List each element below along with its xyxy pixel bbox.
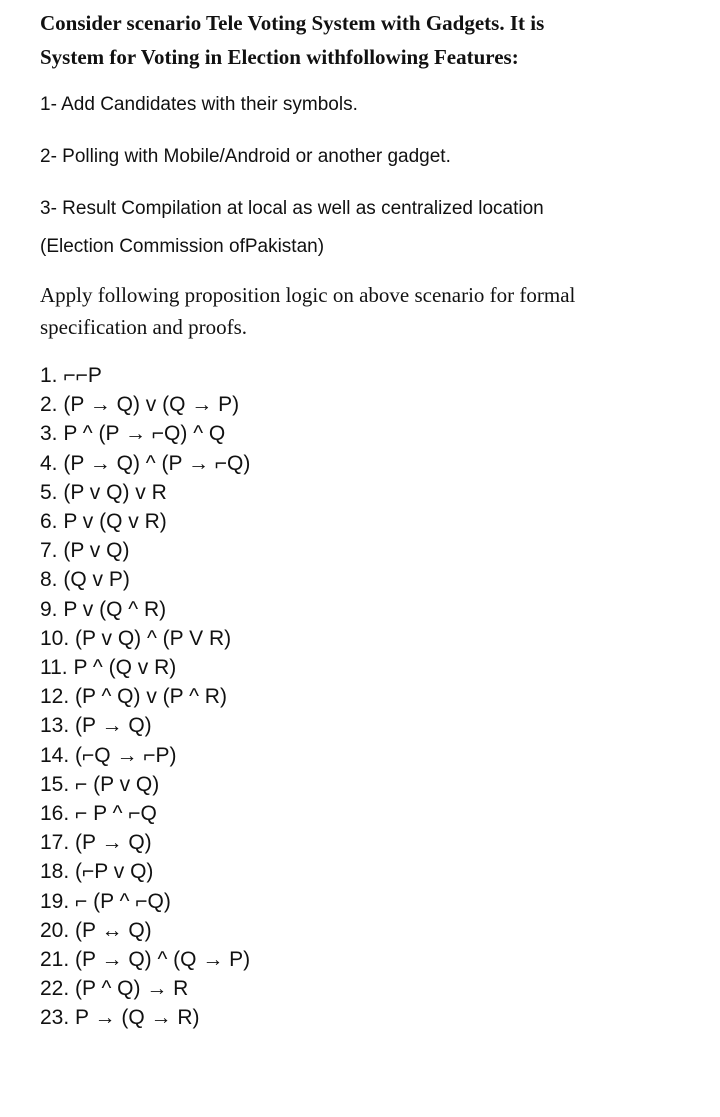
heading-line-1: Consider scenario Tele Voting System with Gadgets. It is [40, 11, 545, 35]
proposition-item: 1. ⌐⌐P [40, 364, 102, 387]
document-heading [40, 6, 700, 74]
proposition-item: 23. P → (Q → R) [40, 1006, 200, 1030]
proposition-item: 10. (P v Q) ^ (P V R) [40, 626, 232, 650]
proposition-item: 14. (⌐Q → ⌐P) [40, 743, 177, 767]
heading-line-2: System for Voting in Election withfollowing Features: [40, 45, 519, 69]
proposition-list [40, 361, 700, 1033]
apply-instruction [40, 279, 700, 343]
proposition-item: 18. (⌐P v Q) [40, 860, 154, 884]
proposition-item: 21. (P → Q) ^ (Q → P) [40, 948, 251, 972]
proposition-item: 16. ⌐ P ^ ⌐Q [40, 802, 157, 826]
document-page [40, 0, 700, 1033]
proposition-item: 12. (P ^ Q) v (P ^ R) [40, 685, 227, 709]
proposition-item: 15. ⌐ (P v Q) [40, 772, 160, 796]
feature-3-continued: (Election Commission ofPakistan) [40, 236, 325, 257]
proposition-item: 13. (P → Q) [40, 714, 152, 738]
proposition-item: 9. P v (Q ^ R) [40, 597, 167, 621]
proposition-item: 8. (Q v P) [40, 568, 130, 592]
proposition-item: 22. (P ^ Q) → R [40, 977, 189, 1001]
proposition-item: 5. (P v Q) v R [40, 480, 167, 504]
apply-line-1: Apply following proposition logic on above scenario for formal [40, 283, 576, 307]
proposition-item: 4. (P → Q) ^ (P → ⌐Q) [40, 451, 251, 475]
feature-1: 1- Add Candidates with their symbols. [40, 94, 358, 115]
feature-2: 2- Polling with Mobile/Android or another gadget. [40, 146, 451, 167]
feature-3: 3- Result Compilation at local as well as centralized location [40, 198, 544, 219]
apply-line-2: specification and proofs. [40, 315, 248, 339]
proposition-item: 20. (P ↔ Q) [40, 918, 152, 942]
proposition-item: 17. (P → Q) [40, 831, 152, 855]
proposition-item: 6. P v (Q v R) [40, 510, 167, 534]
proposition-item: 2. (P → Q) v (Q → P) [40, 393, 240, 417]
proposition-item: 7. (P v Q) [40, 539, 130, 563]
proposition-item: 11. P ^ (Q v R) [40, 656, 177, 680]
proposition-item: 19. ⌐ (P ^ ⌐Q) [40, 889, 171, 913]
proposition-item: 3. P ^ (P → ⌐Q) ^ Q [40, 422, 226, 446]
